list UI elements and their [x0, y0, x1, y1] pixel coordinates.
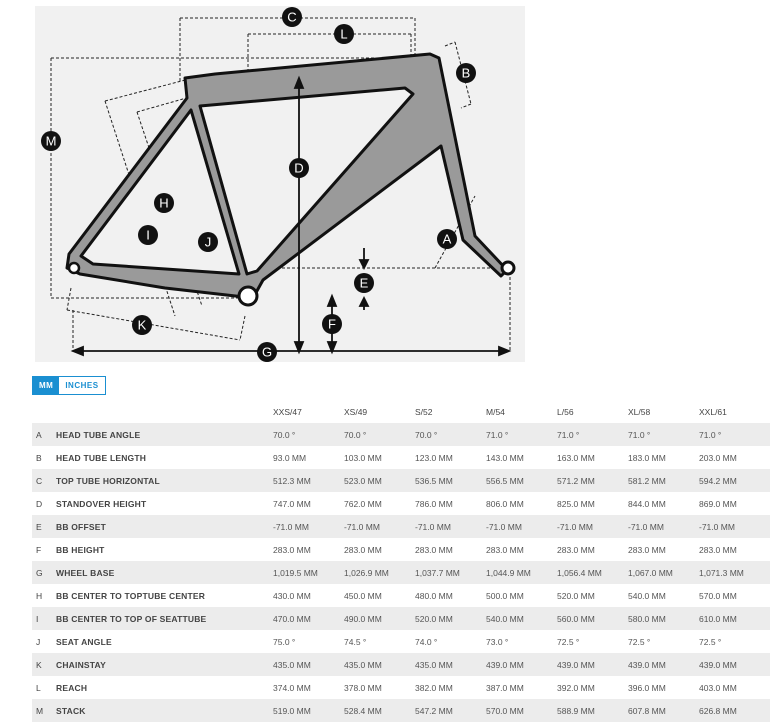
row-value: 72.5 ° — [628, 630, 699, 653]
row-value: 520.0 MM — [415, 607, 486, 630]
table-row — [32, 561, 770, 584]
svg-text:G: G — [261, 344, 273, 360]
marker-e — [354, 273, 374, 293]
row-value: 435.0 MM — [273, 653, 344, 676]
row-value: 435.0 MM — [344, 653, 415, 676]
row-value: 540.0 MM — [486, 607, 557, 630]
row-value: 570.0 MM — [486, 699, 557, 722]
row-value: 374.0 MM — [273, 676, 344, 699]
row-value: 610.0 MM — [699, 607, 770, 630]
marker-i — [138, 225, 158, 245]
row-label: BB CENTER TO TOP OF SEATTUBE — [56, 607, 273, 630]
row-value: 183.0 MM — [628, 446, 699, 469]
unit-inches-button[interactable]: INCHES — [59, 377, 104, 394]
row-key: M — [32, 699, 56, 722]
marker-l — [334, 24, 354, 44]
row-value: 283.0 MM — [344, 538, 415, 561]
row-value: 143.0 MM — [486, 446, 557, 469]
svg-text:L: L — [340, 26, 348, 42]
row-value: 1,067.0 MM — [628, 561, 699, 584]
row-value: 1,044.9 MM — [486, 561, 557, 584]
row-key: J — [32, 630, 56, 653]
row-value: 519.0 MM — [273, 699, 344, 722]
row-value: 806.0 MM — [486, 492, 557, 515]
row-value: 439.0 MM — [486, 653, 557, 676]
row-value: 439.0 MM — [699, 653, 770, 676]
row-value: 1,019.5 MM — [273, 561, 344, 584]
geometry-table-body — [32, 423, 770, 722]
row-value: 540.0 MM — [628, 584, 699, 607]
svg-text:F: F — [328, 316, 336, 332]
row-value: 844.0 MM — [628, 492, 699, 515]
row-value: 556.5 MM — [486, 469, 557, 492]
row-value: 387.0 MM — [486, 676, 557, 699]
row-value: 825.0 MM — [557, 492, 628, 515]
table-row — [32, 653, 770, 676]
row-value: 378.0 MM — [344, 676, 415, 699]
svg-text:D: D — [294, 160, 304, 176]
row-label: TOP TUBE HORIZONTAL — [56, 469, 273, 492]
row-value: 439.0 MM — [557, 653, 628, 676]
table-row — [32, 676, 770, 699]
row-value: 570.0 MM — [699, 584, 770, 607]
row-label: REACH — [56, 676, 273, 699]
row-value: 283.0 MM — [628, 538, 699, 561]
bike-frame — [67, 54, 514, 305]
size-header-4: L/56 — [557, 407, 574, 417]
marker-k — [132, 315, 152, 335]
row-key: K — [32, 653, 56, 676]
row-value: 163.0 MM — [557, 446, 628, 469]
row-label: STANDOVER HEIGHT — [56, 492, 273, 515]
frame-geometry-svg — [35, 6, 525, 362]
row-value: 560.0 MM — [557, 607, 628, 630]
row-value: 283.0 MM — [699, 538, 770, 561]
row-value: 520.0 MM — [557, 584, 628, 607]
size-header-row — [32, 401, 770, 423]
row-value: 1,037.7 MM — [415, 561, 486, 584]
row-label: HEAD TUBE ANGLE — [56, 423, 273, 446]
table-row — [32, 607, 770, 630]
row-value: 72.5 ° — [699, 630, 770, 653]
svg-text:B: B — [461, 65, 471, 81]
marker-f — [322, 314, 342, 334]
row-value: 203.0 MM — [699, 446, 770, 469]
row-value: 283.0 MM — [273, 538, 344, 561]
row-value: -71.0 MM — [415, 515, 486, 538]
row-value: 480.0 MM — [415, 584, 486, 607]
size-header-5: XL/58 — [628, 407, 651, 417]
row-key: L — [32, 676, 56, 699]
row-label: BB HEIGHT — [56, 538, 273, 561]
row-value: 626.8 MM — [699, 699, 770, 722]
unit-mm-button[interactable]: MM — [33, 377, 59, 394]
row-value: 547.2 MM — [415, 699, 486, 722]
row-key: D — [32, 492, 56, 515]
svg-text:E: E — [359, 275, 369, 291]
row-value: -71.0 MM — [628, 515, 699, 538]
svg-text:M: M — [45, 133, 57, 149]
row-value: -71.0 MM — [344, 515, 415, 538]
row-label: CHAINSTAY — [56, 653, 273, 676]
row-value: -71.0 MM — [557, 515, 628, 538]
row-value: 73.0 ° — [486, 630, 557, 653]
marker-a — [437, 229, 457, 249]
row-key: H — [32, 584, 56, 607]
row-value: 396.0 MM — [628, 676, 699, 699]
row-value: 71.0 ° — [699, 423, 770, 446]
row-value: 1,056.4 MM — [557, 561, 628, 584]
row-value: 392.0 MM — [557, 676, 628, 699]
row-value: 1,071.3 MM — [699, 561, 770, 584]
row-value: 490.0 MM — [344, 607, 415, 630]
row-value: 93.0 MM — [273, 446, 344, 469]
row-value: 786.0 MM — [415, 492, 486, 515]
size-header-0: XXS/47 — [273, 407, 302, 417]
size-header-1: XS/49 — [344, 407, 368, 417]
size-header-6: XXL/61 — [699, 407, 727, 417]
row-value: 762.0 MM — [344, 492, 415, 515]
row-value: 580.0 MM — [628, 607, 699, 630]
row-value: 512.3 MM — [273, 469, 344, 492]
table-row — [32, 630, 770, 653]
row-label: STACK — [56, 699, 273, 722]
row-value: 74.0 ° — [415, 630, 486, 653]
svg-text:I: I — [146, 227, 150, 243]
row-value: 500.0 MM — [486, 584, 557, 607]
row-label: BB CENTER TO TOPTUBE CENTER — [56, 584, 273, 607]
row-value: 403.0 MM — [699, 676, 770, 699]
table-row — [32, 515, 770, 538]
row-value: 528.4 MM — [344, 699, 415, 722]
row-key: I — [32, 607, 56, 630]
row-label: SEAT ANGLE — [56, 630, 273, 653]
table-row — [32, 446, 770, 469]
row-value: 594.2 MM — [699, 469, 770, 492]
row-value: 70.0 ° — [273, 423, 344, 446]
row-value: -71.0 MM — [486, 515, 557, 538]
marker-m — [41, 131, 61, 151]
row-value: 71.0 ° — [628, 423, 699, 446]
row-key: A — [32, 423, 56, 446]
table-row — [32, 469, 770, 492]
row-value: 571.2 MM — [557, 469, 628, 492]
marker-b — [456, 63, 476, 83]
row-value: 747.0 MM — [273, 492, 344, 515]
table-row — [32, 423, 770, 446]
row-key: E — [32, 515, 56, 538]
row-label: WHEEL BASE — [56, 561, 273, 584]
row-key: G — [32, 561, 56, 584]
row-key: C — [32, 469, 56, 492]
table-row — [32, 492, 770, 515]
svg-text:J: J — [204, 234, 212, 250]
table-row — [32, 538, 770, 561]
row-value: 536.5 MM — [415, 469, 486, 492]
row-label: HEAD TUBE LENGTH — [56, 446, 273, 469]
row-value: 72.5 ° — [557, 630, 628, 653]
row-value: 435.0 MM — [415, 653, 486, 676]
table-row — [32, 584, 770, 607]
row-value: 70.0 ° — [415, 423, 486, 446]
marker-h — [154, 193, 174, 213]
svg-text:C: C — [287, 9, 297, 25]
row-value: 869.0 MM — [699, 492, 770, 515]
row-value: 283.0 MM — [415, 538, 486, 561]
table-row — [32, 699, 770, 722]
svg-text:H: H — [159, 195, 169, 211]
geometry-diagram — [35, 6, 525, 362]
row-value: 588.9 MM — [557, 699, 628, 722]
row-value: 70.0 ° — [344, 423, 415, 446]
row-key: B — [32, 446, 56, 469]
geometry-table — [32, 401, 770, 722]
row-value: 607.8 MM — [628, 699, 699, 722]
row-value: 523.0 MM — [344, 469, 415, 492]
row-value: 430.0 MM — [273, 584, 344, 607]
row-value: 71.0 ° — [557, 423, 628, 446]
row-value: 74.5 ° — [344, 630, 415, 653]
row-value: 103.0 MM — [344, 446, 415, 469]
row-value: 439.0 MM — [628, 653, 699, 676]
size-header-2: S/52 — [415, 407, 433, 417]
row-value: 283.0 MM — [557, 538, 628, 561]
row-value: 1,026.9 MM — [344, 561, 415, 584]
row-value: 450.0 MM — [344, 584, 415, 607]
row-value: 382.0 MM — [415, 676, 486, 699]
svg-text:K: K — [137, 317, 147, 333]
row-value: 581.2 MM — [628, 469, 699, 492]
row-value: 283.0 MM — [486, 538, 557, 561]
row-key: F — [32, 538, 56, 561]
row-value: 71.0 ° — [486, 423, 557, 446]
unit-toggle — [32, 376, 106, 395]
marker-j — [198, 232, 218, 252]
size-header-3: M/54 — [486, 407, 505, 417]
svg-text:A: A — [442, 231, 452, 247]
marker-g — [257, 342, 277, 362]
row-value: 123.0 MM — [415, 446, 486, 469]
row-value: 75.0 ° — [273, 630, 344, 653]
row-value: -71.0 MM — [273, 515, 344, 538]
row-label: BB OFFSET — [56, 515, 273, 538]
marker-d — [289, 158, 309, 178]
row-value: -71.0 MM — [699, 515, 770, 538]
row-value: 470.0 MM — [273, 607, 344, 630]
marker-c — [282, 7, 302, 27]
